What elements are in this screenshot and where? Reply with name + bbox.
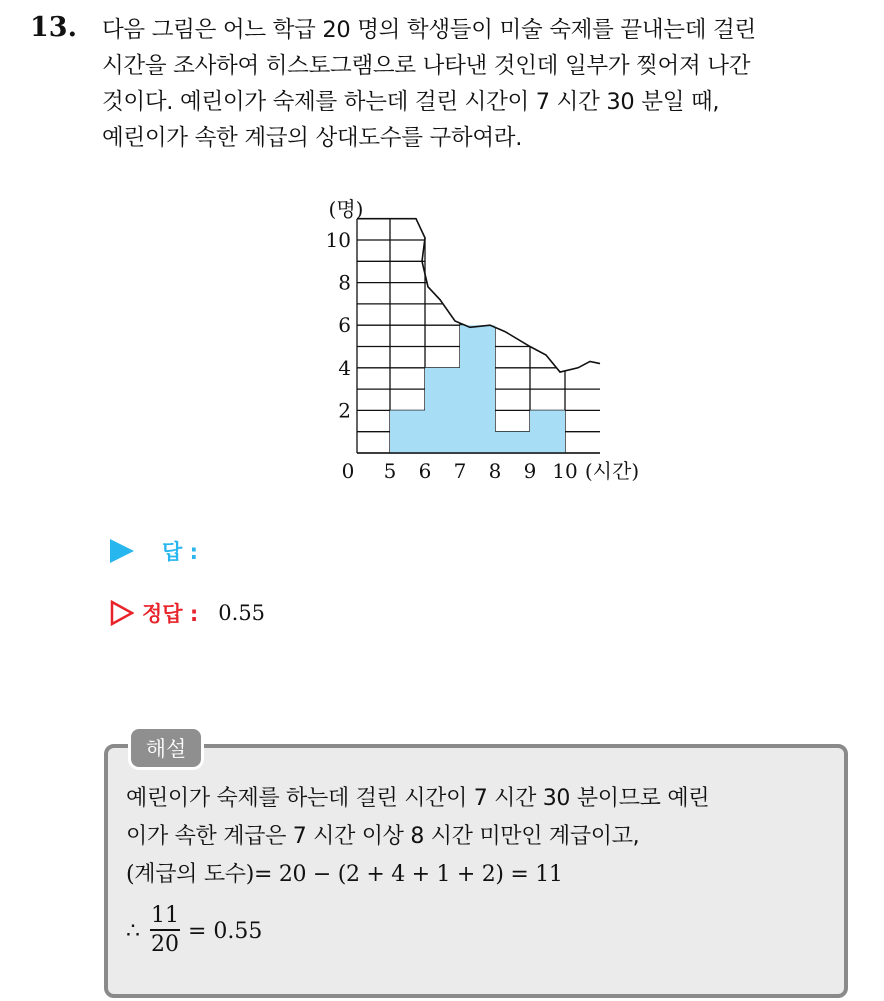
x-tick-label: 7: [453, 459, 467, 483]
explanation-line: 예린이가 숙제를 하는데 걸린 시간이 7 시간 30 분이므로 예린: [126, 786, 710, 811]
correct-answer-row: [110, 598, 265, 628]
y-tick-label: 4: [338, 355, 351, 380]
origin-label: 0: [341, 459, 355, 483]
play-icon: [110, 539, 134, 563]
answer-label: 답 :: [162, 540, 198, 564]
question-line: 다음 그림은 어느 학급 20 명의 학생들이 미술 숙제를 끝내는데 걸린: [102, 17, 756, 43]
x-tick-label: 5: [383, 459, 397, 483]
fraction-denominator: 20: [151, 932, 179, 957]
explanation-result: [126, 896, 262, 966]
histogram-bar: [390, 410, 425, 453]
x-tick-label: 6: [418, 459, 432, 483]
explanation-tab: 해설: [128, 726, 204, 770]
question-line: 시간을 조사하여 히스토그램으로 나타낸 것인데 일부가 찢어져 나간: [102, 53, 751, 79]
x-tick-label: 10: [552, 459, 578, 483]
play-outline-icon: [110, 600, 134, 626]
explanation-formula: (계급의 도수)= 20 − (2 + 4 + 1 + 2) = 11: [126, 862, 563, 887]
y-tick-label: 10: [325, 228, 351, 252]
question-number: 13.: [30, 12, 77, 43]
fraction: [150, 903, 180, 959]
explanation-line: 이가 속한 계급은 7 시간 이상 8 시간 미만인 계급이고,: [126, 824, 640, 849]
correct-answer-label: 정답 :: [142, 602, 199, 626]
histogram-bar: [495, 432, 530, 453]
histogram-bar: [425, 368, 460, 453]
therefore-symbol: ∴: [126, 918, 140, 944]
fraction-result: = 0.55: [188, 918, 263, 944]
x-axis-label: (시간): [584, 459, 640, 483]
fraction-numerator: 11: [151, 903, 179, 928]
correct-answer-value: 0.55: [218, 601, 266, 625]
y-axis-label: (명): [328, 197, 364, 221]
x-tick-label: 9: [523, 459, 537, 483]
answer-row: [110, 536, 198, 566]
y-tick-label: 8: [338, 270, 351, 295]
explanation-text: [126, 780, 826, 894]
question-line: 것이다. 예린이가 숙제를 하는데 걸린 시간이 7 시간 30 분일 때,: [102, 89, 720, 115]
y-tick-label: 2: [338, 398, 351, 423]
y-tick-label: 6: [338, 313, 351, 338]
histogram-bar: [530, 410, 565, 453]
histogram-bar: [460, 325, 495, 453]
x-tick-label: 8: [488, 459, 502, 483]
question-line: 예린이가 속한 계급의 상대도수를 구하여라.: [102, 125, 523, 151]
